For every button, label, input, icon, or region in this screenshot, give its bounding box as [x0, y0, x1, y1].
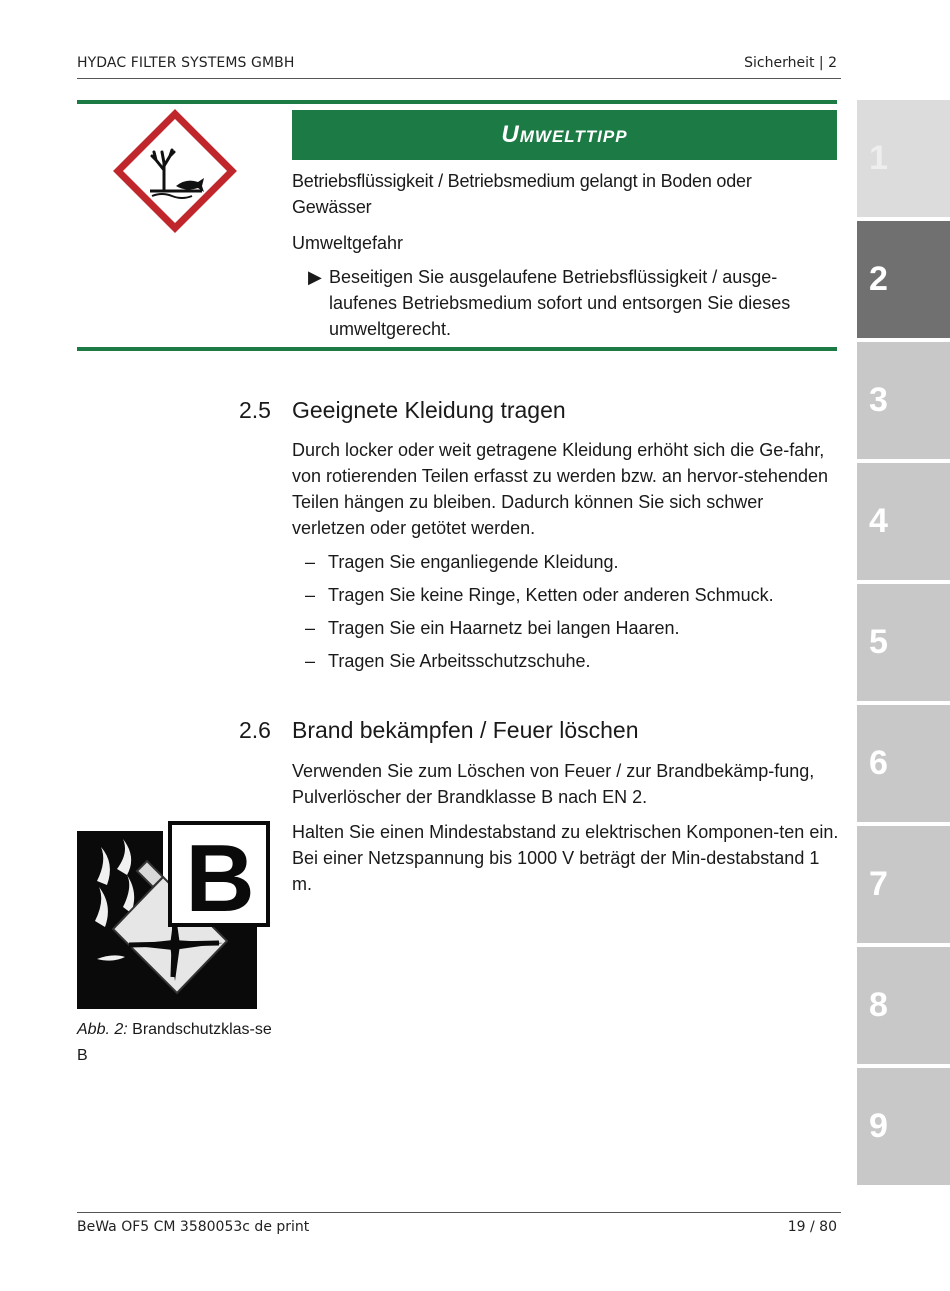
chapter-tab-6[interactable]: 6: [857, 705, 950, 822]
footer-document: BeWa OF5 CM 3580053c de print: [77, 1219, 310, 1235]
section-2-5-paragraph: Durch locker oder weit getragene Kleidung erhöht sich die Ge-fahr, von rotierenden Teilen erfasst zu werden bzw. an hervor-stehenden Teilen hängen zu bleiben. Dadurch können Sie sich schwer verletzen oder getötet werden.: [292, 440, 828, 538]
tip-title: Betriebsflüssigkeit / Betriebsmedium gelangt in Boden oder Gewässer: [292, 171, 752, 217]
chapter-tab-4[interactable]: 4: [857, 463, 950, 580]
list-item: [305, 582, 835, 615]
caption-label: Abb. 2:: [77, 1021, 128, 1038]
dash-marker: –: [305, 552, 316, 572]
chapter-tab-9[interactable]: 9: [857, 1068, 950, 1185]
chapter-tab-8[interactable]: 8: [857, 947, 950, 1064]
figure-caption: [77, 1017, 277, 1069]
tip-banner: Umwelttipp: [292, 110, 837, 160]
section-number: 2.6: [239, 717, 271, 743]
environment-hazard-icon: [112, 108, 238, 234]
chapter-tab-7[interactable]: 7: [857, 826, 950, 943]
section-title: Brand bekämpfen / Feuer löschen: [292, 717, 639, 743]
chapter-tab-3[interactable]: 3: [857, 342, 950, 459]
chapter-tab-2[interactable]: 2: [857, 221, 950, 338]
chapter-tab-1[interactable]: 1: [857, 100, 950, 217]
dash-marker: –: [305, 585, 316, 605]
list-item: [305, 648, 835, 681]
chapter-tab-5[interactable]: 5: [857, 584, 950, 701]
section-2-6-paragraph-2: Halten Sie einen Mindestabstand zu elektrischen Komponen-ten ein. Bei einer Netzspannung bis 1000 V beträgt der Min-destabstand 1 m.: [292, 822, 839, 894]
list-item: [305, 549, 835, 582]
caption-text: Brandschutzklas-se B: [77, 1021, 272, 1064]
list-item: [305, 615, 835, 648]
tip-subtitle: Umweltgefahr: [292, 233, 404, 253]
arrow-icon: ▶: [308, 267, 322, 287]
list-item-text: Tragen Sie Arbeitsschutzschuhe.: [328, 651, 591, 671]
header-company: HYDAC FILTER SYSTEMS GMBH: [77, 55, 295, 71]
list-item-text: Tragen Sie ein Haarnetz bei langen Haaren.: [328, 618, 680, 638]
tip-rule-bottom: [77, 347, 837, 351]
footer-rule: [77, 1212, 841, 1213]
tip-action: [308, 264, 838, 342]
section-number: 2.5: [239, 397, 271, 423]
header-rule: [77, 78, 841, 79]
chapter-tabs: [857, 100, 950, 1189]
section-title: Geeignete Kleidung tragen: [292, 397, 566, 423]
tip-action-text: Beseitigen Sie ausgelaufene Betriebsflüssigkeit / ausge-laufenes Betriebsmedium sofort und entsorgen Sie dieses umweltgerecht.: [329, 267, 791, 339]
dash-marker: –: [305, 618, 316, 638]
list-item-text: Tragen Sie enganliegende Kleidung.: [328, 552, 619, 572]
header-section: Sicherheit | 2: [744, 55, 837, 71]
section-2-6-paragraph-1: Verwenden Sie zum Löschen von Feuer / zur Brandbekämp-fung, Pulverlöscher der Brandklasse B nach EN 2.: [292, 761, 815, 807]
tip-rule-top: [77, 100, 837, 104]
fire-class-b-icon: [77, 817, 271, 1011]
dash-marker: –: [305, 651, 316, 671]
list-item-text: Tragen Sie keine Ringe, Ketten oder anderen Schmuck.: [328, 585, 774, 605]
section-2-5-list: [305, 549, 835, 681]
footer-page-number: 19 / 80: [787, 1219, 837, 1235]
fire-class-letter: B: [185, 825, 255, 932]
